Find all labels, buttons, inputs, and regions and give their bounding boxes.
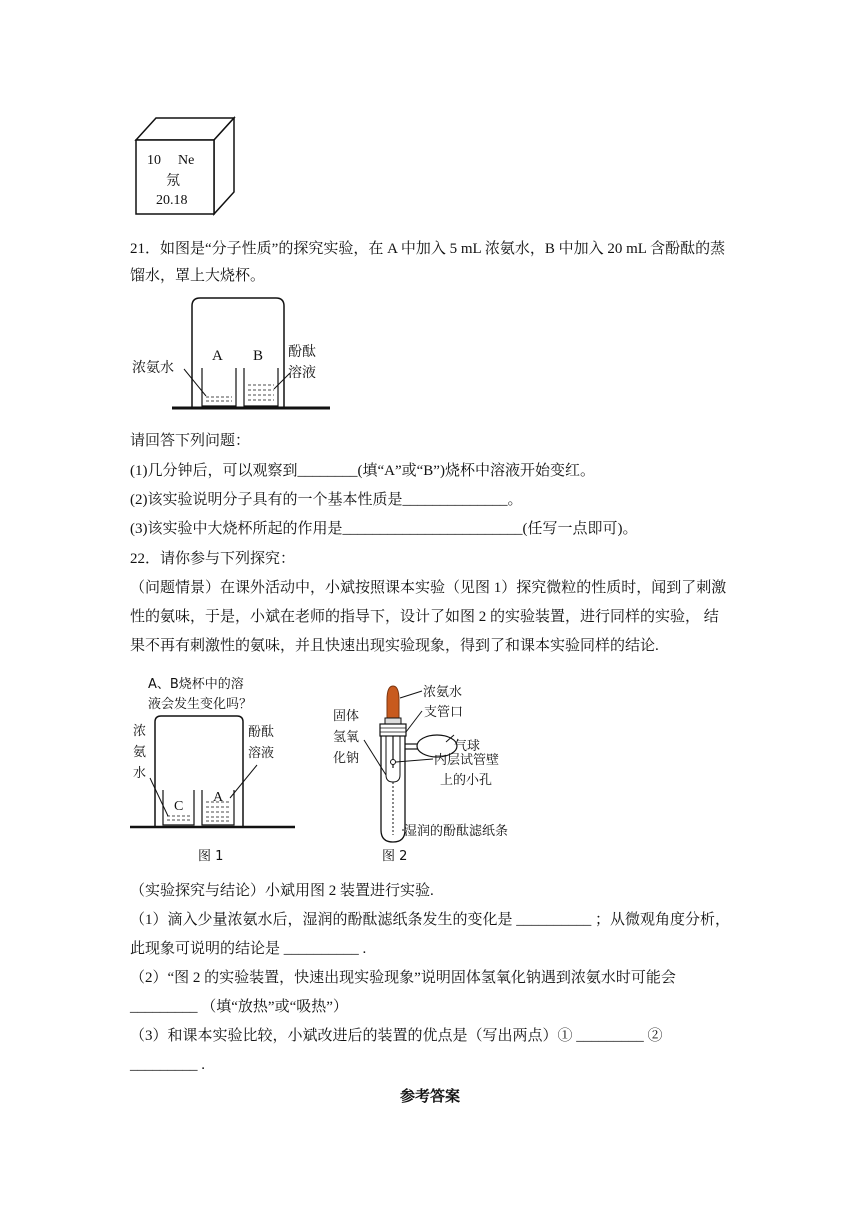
element-number: 10 (147, 153, 161, 168)
fig1-left-2: 氨 (133, 745, 147, 760)
q22-line-2: 此现象可说明的结论是 __________ . (130, 941, 367, 957)
fig2-left-1: 固体 (333, 709, 360, 724)
fig1-beaker-a-label: A (213, 790, 224, 805)
q21-phenol-label-1: 酚酞 (288, 344, 316, 360)
fig1-left-1: 浓 (133, 724, 147, 739)
fig2-port-label: 支管口 (424, 705, 464, 720)
fig1-question-1: A、B烧杯中的溶 (148, 677, 244, 692)
q22-context-2: 性的氨味，于是，小斌在老师的指导下，设计了如图 2 的实验装置，进行同样的实验， 结 (130, 609, 719, 625)
q21-stem-line1: 21．如图是“分子性质”的探究实验，在 A 中加入 5 mL 浓氨水，B 中加入 20 mL 含酚酞的蒸 (130, 241, 726, 257)
fig2-strip-label: 湿润的酚酞滤纸条 (404, 824, 509, 839)
q21-item-2: (2)该实验说明分子具有的一个基本性质是______________。 (130, 492, 523, 508)
q22-line-6: _________ . (130, 1057, 205, 1073)
fig1-question-2: 液会发生变化吗？ (148, 697, 253, 712)
fig2-caption: 图 2 (382, 849, 408, 864)
q22-line-4: _________ （填“放热”或“吸热”） (130, 999, 348, 1015)
fig2-left-3: 化钠 (333, 751, 360, 766)
fig1-left-3: 水 (133, 766, 147, 781)
fig1-beaker-c-label: C (174, 799, 184, 814)
fig2-hole-label-1: 内层试管壁 (434, 753, 500, 768)
q21-phenol-label-2: 溶液 (288, 365, 316, 381)
q22-context-3: 果不再有刺激性的氨味，并且快速出现实验现象，得到了和课本实验同样的结论. (130, 638, 659, 654)
q21-beaker-a-label: A (212, 348, 223, 364)
element-name: 氖 (166, 173, 180, 189)
element-mass: 20.18 (156, 193, 188, 208)
q22-section: （实验探究与结论）小斌用图 2 装置进行实验. (130, 883, 434, 899)
q22-stem: 22．请你参与下列探究： (130, 551, 296, 567)
q21-stem-line2: 馏水，罩上大烧杯。 (130, 268, 266, 284)
q22-line-1: （1）滴入少量浓氨水后，湿润的酚酞滤纸条发生的变化是 __________ ；从微观角度分析， (130, 912, 731, 928)
q22-figure-2 (330, 680, 540, 865)
q22-line-3: （2）“图 2 的实验装置，快速出现实验现象”说明固体氢氧化钠遇到浓氨水时可能会 (130, 970, 676, 986)
q22-context-1: （问题情景）在课外活动中，小斌按照课本实验（见图 1）探究微粒的性质时，闻到了刺激 (130, 580, 727, 596)
q22-figure-1 (130, 670, 300, 865)
q21-prompt: 请回答下列问题： (130, 433, 251, 449)
fig1-right-1: 酚酞 (248, 725, 275, 740)
fig2-balloon-label: 气球 (454, 739, 481, 754)
fig1-right-2: 溶液 (248, 746, 275, 761)
q21-item-1: (1)几分钟后，可以观察到________(填“A”或“B”)烧杯中溶液开始变红。 (130, 463, 595, 479)
fig2-left-2: 氢氧 (333, 730, 360, 745)
answer-title: 参考答案 (399, 1089, 460, 1105)
fig2-dropper-label: 浓氨水 (423, 685, 463, 700)
element-card-figure (130, 115, 240, 217)
fig1-caption: 图 1 (198, 849, 224, 864)
q21-beaker-b-label: B (253, 348, 264, 364)
q21-item-3: (3)该实验中大烧杯所起的作用是________________________(任写一点即可)。 (130, 521, 638, 537)
element-symbol: Ne (178, 153, 195, 168)
q21-figure (130, 296, 335, 414)
q22-line-5: （3）和课本实验比较，小斌改进后的装置的优点是（写出两点）① _________ ② (130, 1028, 663, 1044)
fig2-hole-label-2: 上的小孔 (440, 773, 493, 788)
q21-ammonia-label: 浓氨水 (132, 360, 174, 376)
